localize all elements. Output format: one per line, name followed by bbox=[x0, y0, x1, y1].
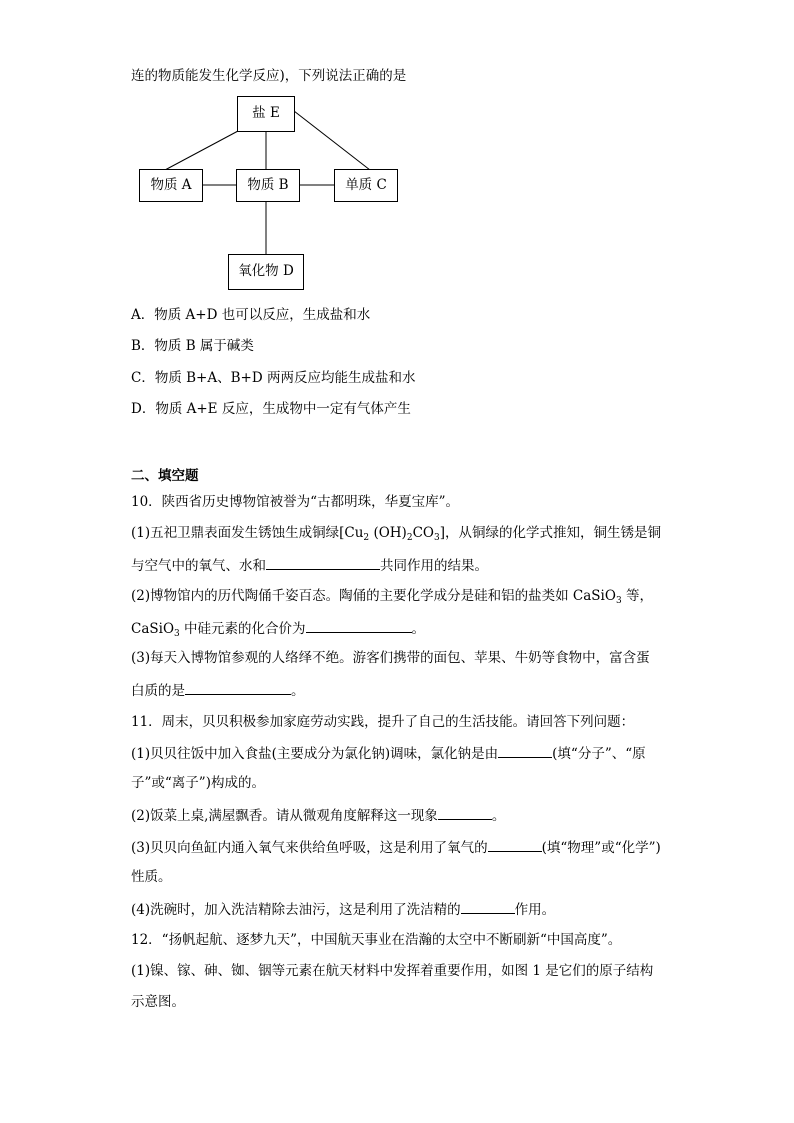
option-d: D．物质 A+E 反应，生成物中一定有气体产生 bbox=[131, 401, 411, 417]
q10-part2-line2: CaSiO$_3$ 中硅元素的化合价为 。 bbox=[131, 618, 425, 643]
q12-stem: 12．“扬帆起航、逐梦九天”，中国航天事业在浩瀚的太空中不断刷新“中国高度”。 bbox=[131, 932, 622, 948]
q10-part2-line1: (2)博物馆内的历代陶俑千姿百态。陶俑的主要化学成分是硅和铝的盐类如 CaSiO$_3$ 等， bbox=[131, 588, 653, 606]
connector-e-c bbox=[294, 111, 370, 170]
salt-e-box: 盐 E bbox=[237, 96, 295, 132]
answer-blank[interactable] bbox=[438, 805, 492, 820]
option-b: B．物质 B 属于碱类 bbox=[131, 338, 254, 354]
q11-part2: (2)饭菜上桌,满屋飘香。请从微观角度解释这一现象 。 bbox=[131, 805, 505, 825]
q12-part1-line1: (1)镍、镓、砷、铷、铟等元素在航天材料中发挥着重要作用，如图 1 是它们的原子结构 bbox=[131, 963, 654, 979]
q11-part3-line1: (3)贝贝向鱼缸内通入氧气来供给鱼呼吸，这是利用了氧气的 (填“物理”或“化学”) bbox=[131, 837, 661, 857]
substance-b-box: 物质 B bbox=[236, 169, 300, 202]
q10-part3-line2: 白质的是 。 bbox=[131, 680, 305, 700]
answer-blank[interactable] bbox=[185, 680, 291, 695]
q10-part1-line1: (1)五祀卫鼎表面发生锈蚀生成铜绿[$Cu_2$ $(OH)_2CO_3$]，从铜绿的化学式推知，铜生锈是铜 bbox=[131, 525, 661, 543]
question-intro: 连的物质能发生化学反应)，下列说法正确的是 bbox=[131, 68, 407, 84]
q12-part1-line2: 示意图。 bbox=[131, 994, 185, 1010]
oxide-d-box: 氧化物 D bbox=[228, 254, 304, 290]
answer-blank[interactable] bbox=[461, 899, 515, 914]
answer-blank[interactable] bbox=[488, 837, 542, 852]
q10-part3-line1: (3)每天入博物馆参观的人络绎不绝。游客们携带的面包、苹果、牛奶等食物中，富含蛋 bbox=[131, 650, 650, 666]
connector-e-a bbox=[165, 131, 238, 170]
answer-blank[interactable] bbox=[266, 555, 380, 570]
section-title: 二、填空题 bbox=[131, 468, 199, 484]
reaction-diagram bbox=[0, 0, 794, 300]
answer-blank[interactable] bbox=[306, 618, 412, 633]
q11-part3-line2: 性质。 bbox=[131, 869, 172, 885]
answer-blank[interactable] bbox=[498, 743, 552, 758]
q10-part1-line2: 与空气中的氧气、水和 共同作用的结果。 bbox=[131, 555, 488, 575]
q11-part4: (4)洗碗时，加入洗洁精除去油污，这是利用了洗洁精的 作用。 bbox=[131, 899, 555, 919]
q10-stem: 10．陕西省历史博物馆被誉为“古都明珠，华夏宝库”。 bbox=[131, 494, 459, 510]
option-a: A．物质 A+D 也可以反应，生成盐和水 bbox=[131, 307, 371, 323]
q11-stem: 11．周末，贝贝积极参加家庭劳动实践，提升了自己的生活技能。请回答下列问题： bbox=[131, 714, 635, 730]
substance-a-box: 物质 A bbox=[139, 169, 203, 202]
option-c: C．物质 B+A、B+D 两两反应均能生成盐和水 bbox=[131, 370, 416, 386]
element-c-box: 单质 C bbox=[334, 169, 398, 202]
q11-part1-line1: (1)贝贝往饭中加入食盐(主要成分为氯化钠)调味，氯化钠是由 (填“分子”、“原 bbox=[131, 743, 646, 763]
q11-part1-line2: 子”或“离子”)构成的。 bbox=[131, 775, 265, 791]
